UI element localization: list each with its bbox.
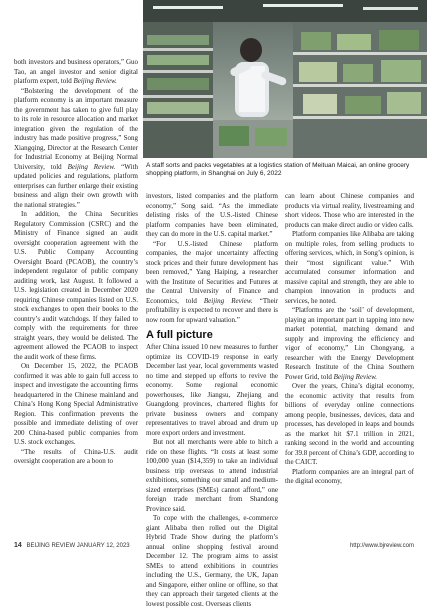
photo-caption: A staff sorts and packs vegetables at a logistics station of Meituan Maicai, an online grocery shopping platform, in Shanghai on July 6, 2022 <box>146 162 410 177</box>
paragraph: “Bolstering the development of the platform economy is an important measure the government has taken to give full play to its role in resource allocation and market integration given the regulation of the industry has made positive progress,” Song Xiangqing, Director at the Research Center for Industrial Economy at Beijing Normal University, told Beijing Review. “With updated policies and regulations, platform enterprises can further enlarge their existing business and align their own growth with the national strategies.” <box>14 86 138 209</box>
paragraph: Platform companies like Alibaba are taking on multiple roles, from selling products to offering services, which, in Song’s opinion, is their “most significant value.” With accumulated consumer information and massive capital and strength, they are able to champion innovation in products and services, he noted. <box>285 230 414 305</box>
paragraph: Over the years, China’s digital economy, the economic activity that results from billions of everyday online connections among people, businesses, devices, data and processes, has developed in leaps and bounds as the market hit $7.1 trillion in 2021, ranking second in the world and accounting for 39.8 percent of China’s GDP, according to the CAICT. <box>285 382 414 466</box>
paragraph: both investors and business operators,” Guo Tao, an angel investor and senior digital platform expert, told Beijing Review. <box>14 58 138 85</box>
left-column <box>14 58 138 536</box>
photo-illustration <box>143 0 427 158</box>
right-column <box>285 192 414 538</box>
paragraph: “For U.S.-listed Chinese platform companies, the major uncertainty affecting stock prices and their future development has been removed,” Yang Haiping, a researcher with the Institute of Securities and Futures at the Central University of Finance and Economics, told Beijing Review. “Their profitability is expected to recover and there is now room for upward valuation.” <box>146 239 278 324</box>
page-footer <box>14 542 414 552</box>
paragraph: can learn about Chinese companies and products via virtual reality, livestreaming and short videos. Those who are interested in the products can make direct audio or video calls. <box>285 192 414 229</box>
paragraph: In addition, the China Securities Regulatory Commission (CSRC) and the Ministry of Finance signed an audit oversight cooperation agreement with the U.S. Public Company Accounting Oversight Board (PCAOB), the country’s independent regulator of public company auditing work, last August. It followed a U.S. legislation created in December 2020 requiring Chinese companies listed on U.S. stock exchanges to open their books to the country’s audit watchdogs. If they failed to comply with the requirements for three straight years, they would be delisted. The agreement allowed the PCAOB to inspect the audit work of these firms. <box>14 210 138 361</box>
paragraph: “The results of China-U.S. audit oversight cooperation are a boon to <box>14 447 138 465</box>
section-heading: A full picture <box>146 329 213 341</box>
news-photo <box>143 0 427 158</box>
paragraph: To cope with the challenges, e-commerce giant Alibaba then rolled out the Digital Hybrid Trade Show during the platform’s annual online shopping festival around December 12. The program aims to assist SMEs to attend exhibitions in countries including the U.S., Germany, the UK, Japan and Singapore, either online or offline, so that they can approach their targeted clients at the lowest possible cost. Overseas clients <box>146 514 278 608</box>
paragraph: But not all merchants were able to hitch a ride on these flights. “It costs at least some 100,000 yuan ($14,359) to take an individual business trip overseas to attend industrial exhibitions, something our small and medium-sized enterprises (SMEs) cannot afford,” one foreign trade merchant from Shandong Province said. <box>146 438 278 513</box>
website-url: http://www.bjreview.com <box>349 543 414 549</box>
paragraph: “Platforms are the ‘soil’ of development, playing an important part in tapping into new market potential, matching demand and supply and improving the efficiency and vigor of economy,” Lin Chongyang, a researcher with the Energy Development Research Institute of the China Southern Power Grid, told Beijing Review. <box>285 306 414 381</box>
footer-left <box>14 542 130 549</box>
paragraph: After China issued 10 new measures to further optimize its COVID-19 response in early December last year, local governments wasted no time and stepped up efforts to revive the economy. Some regional economic powerhouses, like Jiangsu, Zhejiang and Guangdong provinces, chartered flights for private business owners and company representatives to travel abroad and drum up more export orders and investment. <box>146 343 278 437</box>
paragraph: Platform companies are an integral part of the digital economy, <box>285 467 414 485</box>
publication-info: BEIJING REVIEW JANUARY 12, 2023 <box>26 543 130 549</box>
page-number: 14 <box>14 542 22 549</box>
paragraph: On December 15, 2022, the PCAOB confirmed it was able to gain full access to inspect and investigate the accounting firms headquartered in the Chinese mainland and China’s Hong Kong Special Administrative Region. This confirmation prevents the possible and immediate delisting of over 200 China-based public companies from U.S. stock exchanges. <box>14 362 138 446</box>
paragraph: investors, listed companies and the platform economy,” Song said. “As the immediate delisting risks of the U.S.-listed Chinese platform companies have been eliminated, they can do more in the U.S. capital market.” <box>146 192 278 238</box>
middle-column <box>146 192 278 608</box>
